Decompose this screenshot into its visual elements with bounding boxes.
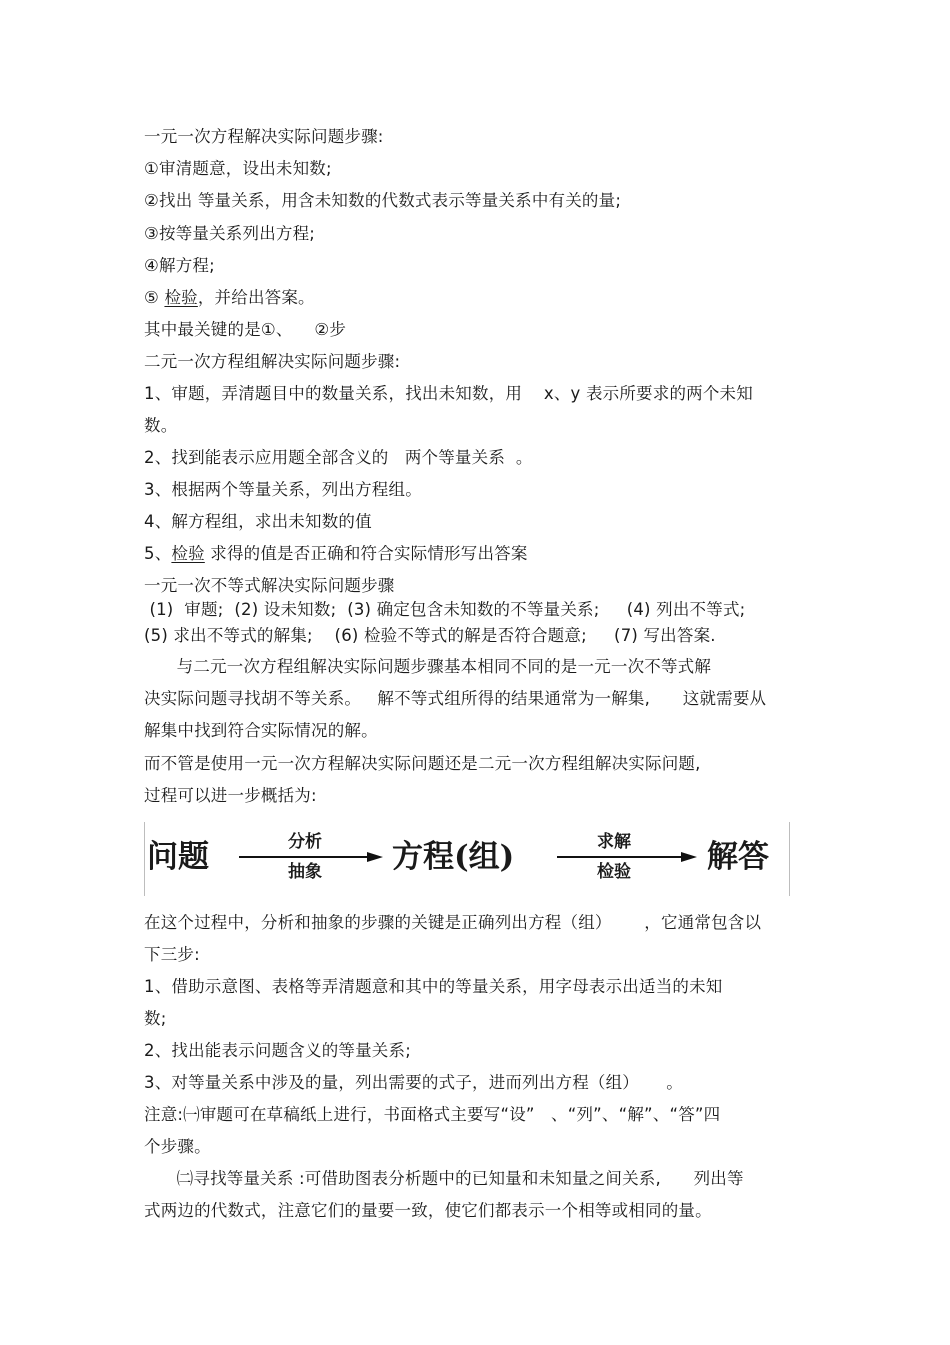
flow-node-equation: 方程(组): [392, 839, 515, 875]
step-line: 1、借助示意图、表格等弄清题意和其中的等量关系，用字母表示出适当的未知: [144, 977, 723, 996]
underlined-term: 检验: [171, 544, 205, 563]
note-line: 式两边的代数式，注意它们的量要一致，使它们都表示一个相等或相同的量。: [144, 1201, 712, 1220]
arrowhead-1: [367, 852, 383, 862]
paragraph-line: 在这个过程中，分析和抽象的步骤的关键是正确列出方程（组） ，它通常包含以: [144, 913, 762, 932]
step-line: 4、解方程组，求出未知数的值: [144, 512, 372, 531]
note-line: ㈡寻找等量关系 :可借助图表分析题中的已知量和未知量之间关系, 列出等: [144, 1169, 744, 1188]
step-line: 1、审题，弄清题目中的数量关系，找出未知数，用 x、y 表示所要求的两个未知: [144, 384, 753, 403]
arrow-label-analyze: 分析: [288, 832, 322, 852]
step-line: 3、对等量关系中涉及的量，列出需要的式子，进而列出方程（组） 。: [144, 1073, 683, 1092]
step-line: 2、找到能表示应用题全部含义的 两个等量关系 。: [144, 448, 533, 467]
paragraph-line: 过程可以进一步概括为:: [144, 786, 317, 805]
paragraph-line: 而不管是使用一元一次方程解决实际问题还是二元一次方程组解决实际问题,: [144, 754, 701, 773]
step-line: ③按等量关系列出方程;: [144, 224, 316, 243]
step-line: 3、根据两个等量关系，列出方程组。: [144, 480, 422, 499]
heading-linear-equation-steps: 一元一次方程解决实际问题步骤:: [144, 127, 384, 146]
step-number: ⑤: [144, 288, 165, 307]
step-line: ②找出 等量关系，用含未知数的代数式表示等量关系中有关的量;: [144, 191, 622, 210]
paragraph-line: 下三步:: [144, 945, 200, 964]
flow-node-answer: 解答: [707, 839, 769, 875]
step-line: (5) 求出不等式的解集; (6) 检验不等式的解是否符合题意; (7) 写出答案.: [144, 626, 716, 645]
step-line: ④解方程;: [144, 256, 215, 275]
process-flow-diagram: [144, 822, 790, 896]
step-line: 2、找出能表示问题含义的等量关系;: [144, 1041, 411, 1060]
heading-linear-system-steps: 二元一次方程组解决实际问题步骤:: [144, 352, 401, 371]
arrow-label-solve: 求解: [597, 832, 631, 852]
step-line: 数;: [144, 1009, 167, 1028]
step-text: ，并给出答案。: [197, 288, 315, 307]
arrow-label-check: 检验: [597, 862, 631, 882]
arrow-label-abstract: 抽象: [288, 862, 322, 882]
note-line: 注意:㈠审题可在草稿纸上进行，书面格式主要写“设” 、“列”、“解”、“答”四: [144, 1105, 721, 1124]
paragraph-line: 与二元一次方程组解决实际问题步骤基本相同不同的是一元一次不等式解: [144, 657, 712, 676]
note-line: 个步骤。: [144, 1137, 211, 1156]
heading-inequality-steps: 一元一次不等式解决实际问题步骤: [144, 576, 395, 595]
step-line: [144, 287, 315, 309]
step-number: 5、: [144, 544, 172, 563]
paragraph-line: 解集中找到符合实际情况的解。: [144, 721, 378, 740]
step-line: (1) 审题; (2) 设未知数; (3) 确定包含未知数的不等量关系; (4) 列出不等式;: [144, 600, 746, 619]
arrowhead-2: [681, 852, 697, 862]
flow-node-problem: 问题: [147, 839, 209, 875]
step-line: [144, 543, 528, 565]
step-line: ①审清题意，设出未知数;: [144, 159, 332, 178]
step-text: 求得的值是否正确和符合实际情形写出答案: [204, 544, 528, 563]
step-line: 数。: [144, 416, 178, 435]
key-steps-note: 其中最关键的是①、 ②步: [144, 320, 347, 339]
paragraph-line: 决实际问题寻找胡不等关系。 解不等式组所得的结果通常为一解集, 这就需要从: [144, 689, 767, 708]
underlined-term: 检验: [164, 288, 198, 307]
